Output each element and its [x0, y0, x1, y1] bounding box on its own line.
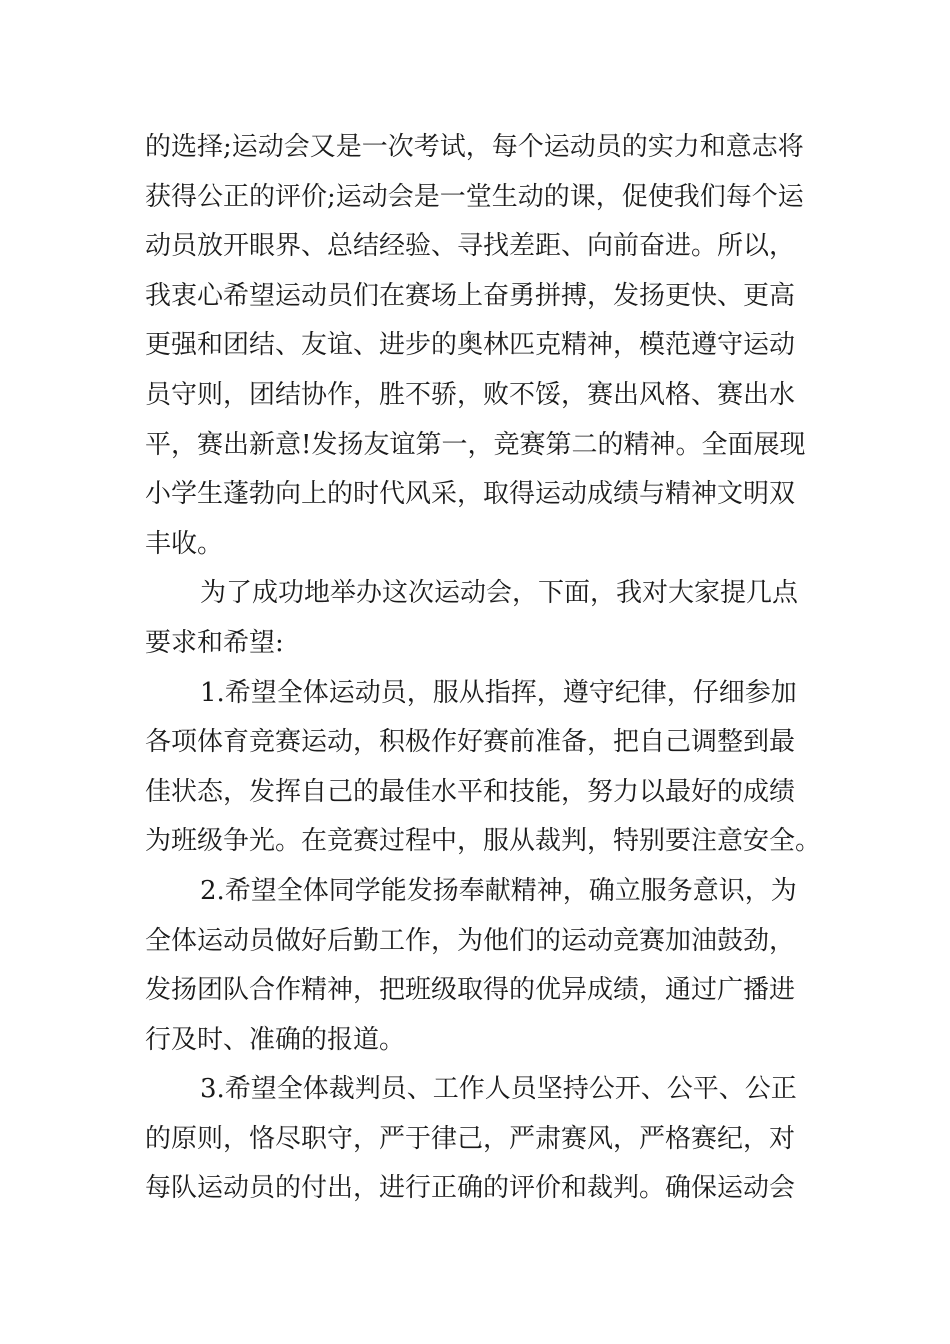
text-line: 动员放开眼界、总结经验、寻找差距、向前奋进。所以， — [145, 231, 796, 262]
text-line: 发扬团队合作精神，把班级取得的优异成绩，通过广播进 — [145, 975, 796, 1006]
text-line: 的选择;运动会又是一次考试，每个运动员的实力和意志将 — [145, 132, 804, 162]
text-line: 3.希望全体裁判员、工作人员坚持公开、公平、公正 — [200, 1074, 797, 1105]
text-line: 丰收。 — [145, 528, 224, 559]
text-line: 1.希望全体运动员，服从指挥，遵守纪律，仔细参加 — [200, 677, 797, 708]
text-line: 各项体育竞赛运动，积极作好赛前准备，把自己调整到最 — [145, 727, 796, 758]
text-line: 平，赛出新意!发扬友谊第一，竞赛第二的精神。全面展现 — [145, 429, 806, 460]
text-line: 要求和希望: — [145, 627, 284, 658]
body-text — [145, 123, 822, 1214]
text-line: 全体运动员做好后勤工作，为他们的运动竞赛加油鼓劲， — [145, 925, 796, 956]
text-line: 更强和团结、友谊、进步的奥林匹克精神，模范遵守运动 — [145, 330, 796, 361]
text-line: 的原则，恪尽职守，严于律己，严肃赛风，严格赛纪，对 — [145, 1123, 796, 1154]
text-line: 为了成功地举办这次运动会，下面，我对大家提几点 — [200, 578, 799, 609]
text-line: 我衷心希望运动员们在赛场上奋勇拼搏，发扬更快、更高 — [145, 280, 796, 311]
text-line: 员守则，团结协作，胜不骄，败不馁，赛出风格、赛出水 — [145, 379, 796, 410]
text-line: 每队运动员的付出，进行正确的评价和裁判。确保运动会 — [145, 1173, 796, 1204]
text-line: 行及时、准确的报道。 — [145, 1024, 406, 1055]
text-line: 为班级争光。在竞赛过程中，服从裁判，特别要注意安全。 — [145, 826, 822, 857]
text-line: 小学生蓬勃向上的时代风采，取得运动成绩与精神文明双 — [145, 479, 796, 510]
text-line: 佳状态，发挥自己的最佳水平和技能，努力以最好的成绩 — [145, 776, 796, 807]
text-line: 2.希望全体同学能发扬奉献精神，确立服务意识，为 — [200, 875, 797, 906]
text-line: 获得公正的评价;运动会是一堂生动的课，促使我们每个运 — [145, 181, 804, 212]
